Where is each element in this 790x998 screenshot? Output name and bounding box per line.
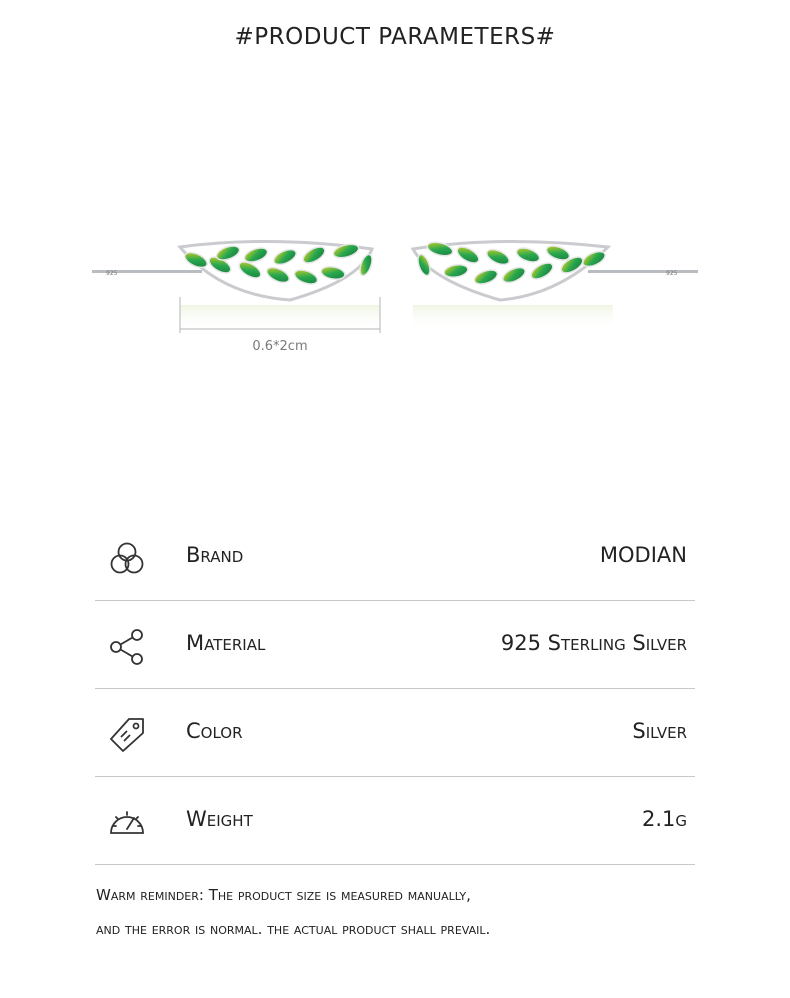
param-label: Weight (186, 807, 253, 831)
dimension-label: 0.6*2cm (252, 339, 308, 354)
parameters-table (95, 513, 695, 865)
param-label: Color (186, 719, 243, 743)
product-photo (0, 225, 790, 375)
param-row-weight (95, 777, 695, 865)
gauge-icon (107, 803, 147, 843)
param-row-brand (95, 513, 695, 601)
earrings-image (0, 225, 790, 375)
stamp-right: 925 (666, 270, 678, 277)
param-label: Brand (186, 543, 244, 567)
reminder-line-1: Warm reminder: The product size is measured manually, (96, 886, 471, 904)
page-title: #PRODUCT PARAMETERS# (234, 24, 556, 50)
param-row-color (95, 689, 695, 777)
param-row-material (95, 601, 695, 689)
param-value: Silver (632, 719, 687, 743)
reminder-line-2: and the error is normal. the actual product shall prevail. (96, 920, 491, 938)
param-label: Material (186, 631, 266, 655)
share-icon (107, 627, 147, 667)
left-earring (92, 241, 380, 330)
right-earring (413, 240, 698, 330)
tag-icon (107, 715, 147, 755)
param-value: MODIAN (599, 543, 687, 567)
param-value: 925 Sterling Silver (500, 631, 687, 655)
stamp-left: 925 (106, 270, 118, 277)
warm-reminder (96, 878, 716, 946)
param-value: 2.1g (641, 807, 687, 831)
circles-icon (107, 539, 147, 579)
